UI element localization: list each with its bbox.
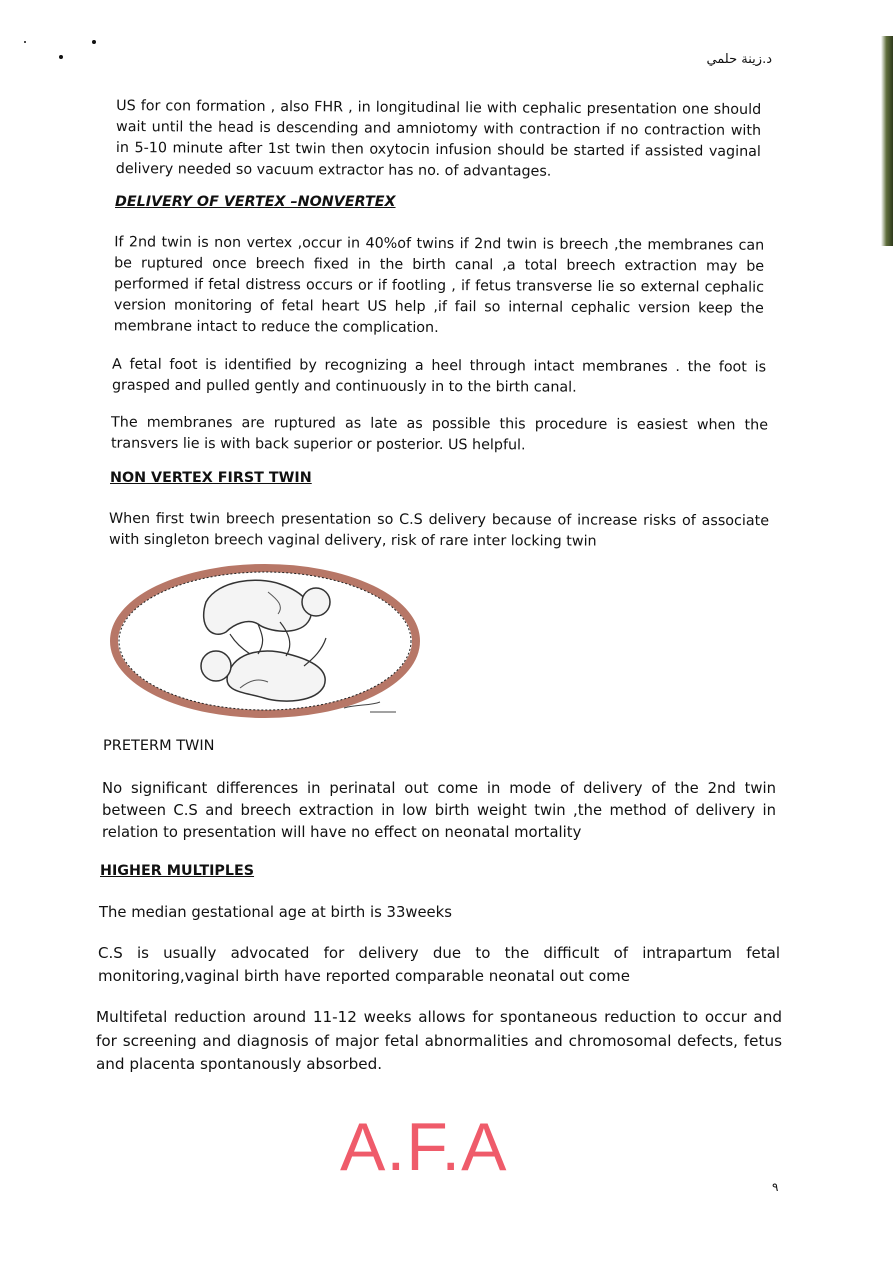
scan-speck: [59, 55, 63, 59]
higher-multiples-heading: HIGHER MULTIPLES: [100, 863, 255, 879]
scan-speck: [92, 40, 96, 44]
page-edge-shadow: [881, 36, 893, 246]
higher-paragraph-1: The median gestational age at birth is 33weeks: [99, 904, 452, 921]
higher-paragraph-3: Multifetal reduction around 11-12 weeks allows for spontaneous reduction to occur and for screening and diagnosis of major fetal abnormalities and chromosomal defects, fetus and placenta spontanously absorbed.: [96, 1008, 782, 1073]
nonvertex-heading: NON VERTEX FIRST TWIN: [110, 470, 312, 486]
delivery-heading: DELIVERY OF VERTEX –NONVERTEX: [115, 194, 396, 210]
interlocking-twins-illustration: [108, 562, 423, 720]
nonvertex-paragraph: When first twin breech presentation so C.S delivery because of increase risks of associate with singleton breech vaginal delivery, risk of rare inter locking twin: [108, 510, 770, 550]
watermark-afa: A.F.A: [340, 1109, 508, 1185]
preterm-heading: PRETERM TWIN: [103, 738, 215, 754]
page-number: ٩: [772, 1180, 779, 1194]
delivery-paragraph-1: If 2nd twin is non vertex ,occur in 40%of twins if 2nd twin is breech ,the membranes can be ruptured once breech fixed in the birth canal ,a total breech extraction may be performed if fetal distress occurs or if footling , if fetus transverse lie so external cephalic version monitoring of fetal heart US help ,if fail so internal cephalic version keep the membrane intact to reduce the complication.: [113, 234, 765, 336]
delivery-paragraph-2: A fetal foot is identified by recognizing a heel through intact membranes . the foot is grasped and pulled gently and continuously in to the birth canal.: [111, 356, 767, 396]
delivery-paragraph-3: The membranes are ruptured as late as possible this procedure is easiest when the transvers lie is with back superior or posterior. US helpful.: [110, 414, 769, 454]
intro-paragraph: US for con formation , also FHR , in longitudinal lie with cephalic presentation one should wait until the head is descending and amniotomy with contraction if no contraction with in 5-10 minute after 1st twin then oxytocin infusion should be started if assisted vaginal delivery needed so vacuum extractor has no. of advantages.: [115, 98, 762, 180]
scan-speck: [24, 41, 26, 43]
higher-paragraph-2: C.S is usually advocated for delivery due to the difficult of intrapartum fetal monitoring,vaginal birth have reported comparable neonatal out come: [98, 944, 780, 985]
author-header: د.زينة حلمي: [706, 52, 772, 67]
lower-twin-head: [201, 651, 231, 681]
upper-twin-head: [302, 588, 330, 616]
preterm-paragraph: No significant differences in perinatal out come in mode of delivery of the 2nd twin between C.S and breech extraction in low birth weight twin ,the method of delivery in relation to presentation will have no effect on neonatal mortality: [102, 780, 776, 841]
